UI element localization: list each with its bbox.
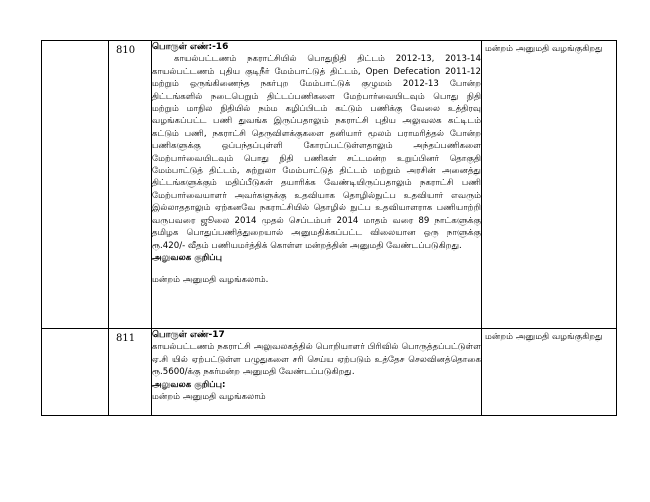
- resolution-cell: [482, 41, 617, 329]
- resolution-number-cell: [109, 41, 152, 329]
- office-note-label: அலுவலக குறிப்பு: [152, 252, 223, 263]
- office-note-text: மன்றம் அனுமதி வழங்கலாம்.: [152, 275, 269, 286]
- spacer: [152, 264, 481, 274]
- subject-cell: [152, 329, 482, 416]
- resolution-number-cell: [109, 329, 152, 416]
- subject-heading: பொருள் எண்:-16: [152, 42, 229, 52]
- resolution-number: 810: [116, 45, 136, 56]
- blank-cell: [42, 41, 109, 329]
- resolution-cell: [482, 329, 617, 416]
- subject-cell: [152, 41, 482, 329]
- resolution-text: மன்றம் அனுமதி வழங்குகிறது: [485, 44, 603, 54]
- subject-heading: பொருள் எண்-17: [152, 330, 225, 340]
- office-note-label: அலுவலக குறிப்பு:: [152, 379, 226, 390]
- table-row: [42, 41, 617, 329]
- office-note-text: மன்றம் அனுமதி வழங்கலாம்: [152, 392, 266, 403]
- table-row: [42, 329, 617, 416]
- blank-cell: [42, 329, 109, 416]
- council-resolutions-table: [41, 40, 617, 416]
- resolution-number: 811: [116, 333, 136, 344]
- subject-body: காயல்பட்டணம் நகராட்சி அலுவலகத்தில் பொறியாளர் பிரிவில் பொருத்தப்பட்டுள்ள ஏ.சி யில் ஏற்பட்டுள்ள பழுதுகளை சரி செய்ய ஏற்படும் உத்தேச செலவினத்தொகை ரூ.5600/க்கு நகர்மன்ற அனுமதி வேண்டப்படுகிறது.: [152, 342, 481, 378]
- subject-body: காயல்பட்டணம் நகராட்சியில் பொதுநிதி திட்டம் 2012-13, 2013-14 காயல்பட்டணம் புதிய குடிநீர் மேம்பாட்டுத் திட்டம், Open Defecation 2011-12 மற்றும் ஒருங்கிணைந்த நகர்புற மேம்பாட்டுக் குழுமம் 2012-13 போன்ற திட்டங்களில் நடைபெறும் திட்டப்பணிகளை மேற்பார்வையிடவும் பொது நிதி மற்றும் மாநில நிதியில் நம்ம கழிப்பிடம் கட்டும் பணிக்கு வேலை உத்திரவு வழங்கப்பட்ட பணி துவங்க இருப்பதாலும் நகராட்சி புதிய அலுவலக கட்டிடம் கட்டும் பணி, நகராட்சி தெருவிளக்குகளை தனியார் மூலம் பராமரித்தல் போன்ற பணிகளுக்கு ஒப்பந்தப்புள்ளி கோரப்பட்டுள்ளதாலும் அந்தப்பணிகளை மேற்பார்வையிடவும் பொது நிதி பணிகள் சட்டமன்ற உறுப்பினர் தொகுதி மேம்பாட்டுத் திட்டம், சுற்றுலா மேம்பாட்டுத் திட்டம் மற்றும் அரசின் அனைத்து திட்டங்களுக்கும் மதிப்பீடுகள் தயாரிக்க வேண்டியிருப்பதாலும் நகராட்சி பணி மேற்பார்வையாளர் அவர்களுக்கு உதவியாக தொழில்நுட்ப உதவியார் எவரும் இல்லாததாலும் ஏற்கனவே நகராட்சியில் தொழில் நுட்ப உதவியாளராக பணியாற்றி வருபவரை ஜூலை 2014 முதல் செப்டம்பர் 2014 மாதம் வரை 89 நாட்களுக்கு தமிழக பொதுப்பணித்துறையால் அனுமதிக்கப்பட்ட விலையான ஒரு நாளுக்கு ரூ.420/- வீதம் பணியமர்த்திக் கொள்ள மன்றத்தின் அனுமதி வேண்டப்படுகிறது.: [152, 54, 481, 251]
- resolution-text: மன்றம் அனுமதி வழங்குகிறது: [485, 332, 603, 342]
